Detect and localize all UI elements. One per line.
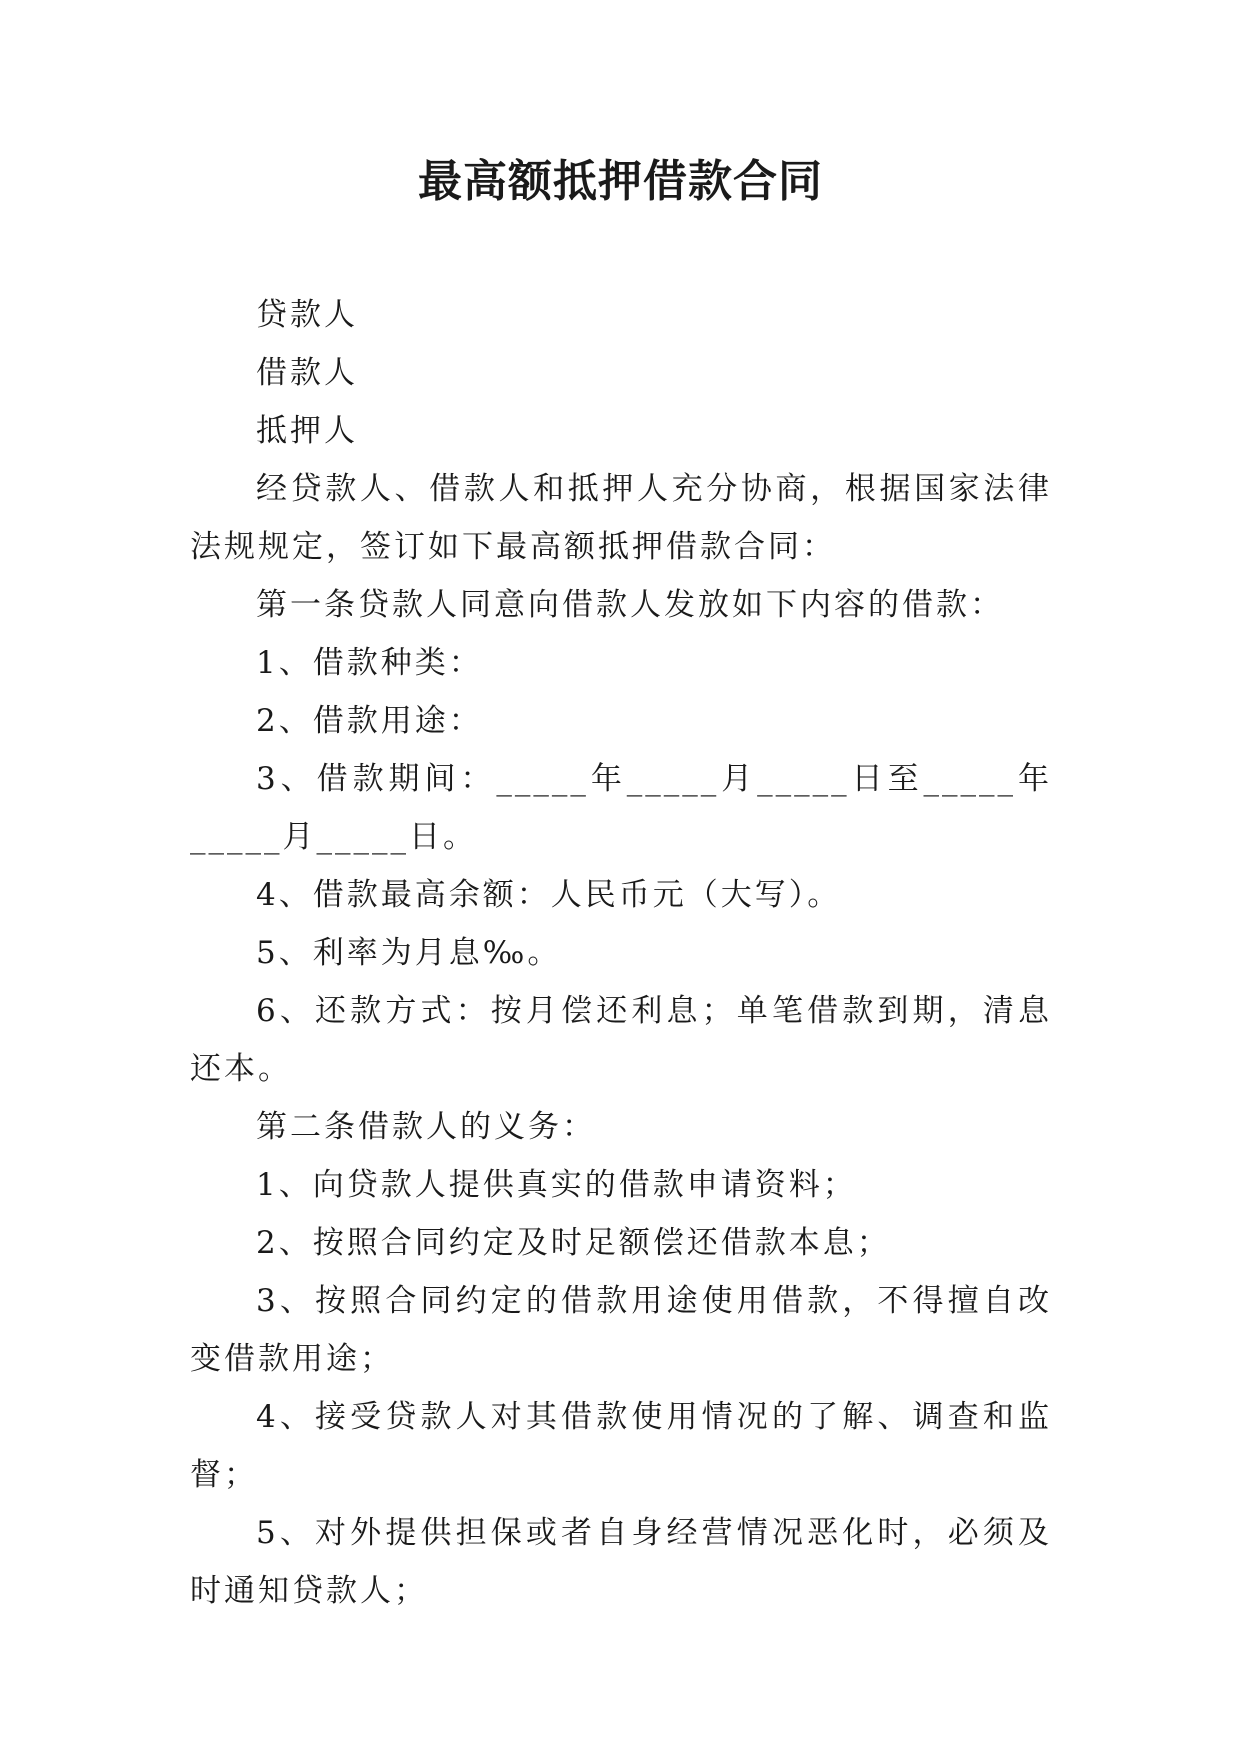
paragraph-article-1: 第一条贷款人同意向借款人发放如下内容的借款： <box>256 587 1004 623</box>
paragraph-loan-period: 3、借款期间：_____年_____月_____日至_____年_____月_____日。 <box>190 761 1052 855</box>
paragraph-duty-2: 2、按照合同约定及时足额偿还借款本息； <box>256 1225 891 1261</box>
paragraph-mortgagor: 抵押人 <box>256 413 358 449</box>
paragraph-interest-rate: 5、利率为月息‰。 <box>256 935 562 971</box>
paragraph-article-2: 第二条借款人的义务： <box>256 1109 596 1145</box>
paragraph-duty-5: 5、对外提供担保或者自身经营情况恶化时，必须及时通知贷款人； <box>190 1515 1052 1609</box>
document-title: 最高额抵押借款合同 <box>418 156 823 207</box>
paragraph-duty-3: 3、按照合同约定的借款用途使用借款，不得擅自改变借款用途； <box>190 1283 1052 1377</box>
paragraph-loan-purpose: 2、借款用途： <box>256 703 483 739</box>
paragraph-loan-type: 1、借款种类： <box>256 645 483 681</box>
paragraph-duty-1: 1、向贷款人提供真实的借款申请资料； <box>256 1167 857 1203</box>
document-body <box>190 286 1052 1620</box>
paragraph-lender: 贷款人 <box>256 297 358 333</box>
paragraph-max-balance: 4、借款最高余额：人民币元（大写）。 <box>256 877 842 913</box>
paragraph-repayment: 6、还款方式：按月偿还利息；单笔借款到期，清息还本。 <box>190 993 1052 1087</box>
paragraph-duty-4: 4、接受贷款人对其借款使用情况的了解、调查和监督； <box>190 1399 1052 1493</box>
paragraph-borrower: 借款人 <box>256 355 358 391</box>
paragraph-preamble: 经贷款人、借款人和抵押人充分协商，根据国家法律法规规定，签订如下最高额抵押借款合同： <box>190 471 1052 565</box>
